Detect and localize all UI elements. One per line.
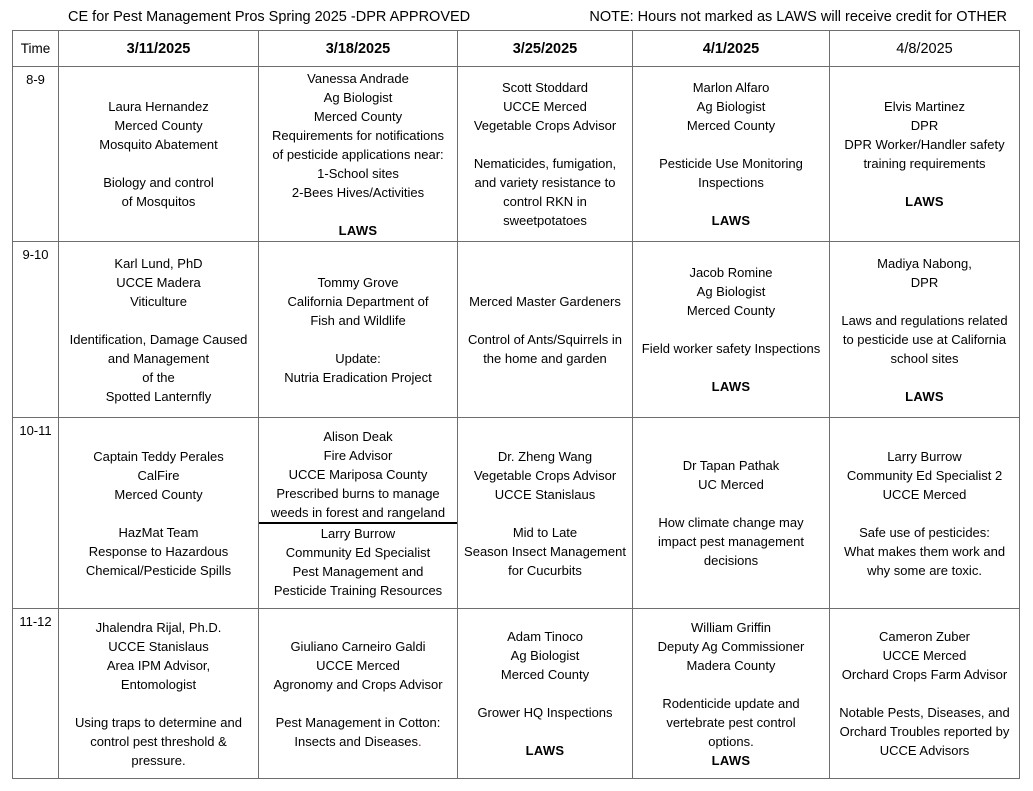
cell-line: UCCE Merced	[882, 648, 967, 663]
cell-line: the home and garden	[483, 350, 607, 366]
time-cell: 8-9	[13, 67, 59, 242]
cell-line: Scott Stoddard	[502, 80, 588, 95]
cell-line: Inspections	[698, 175, 764, 190]
schedule-cell	[259, 418, 458, 609]
cell-line: DPR Worker/Handler safety	[844, 137, 1005, 152]
red-period: .	[417, 733, 422, 749]
cell-line: LAWS	[525, 743, 565, 758]
date-header: 3/18/2025	[259, 31, 458, 67]
cell-line: control pest threshold &	[90, 733, 227, 749]
cell-line: Merced County	[686, 303, 776, 318]
cell-line: UCCE Merced	[503, 99, 587, 114]
cell-line: LAWS	[905, 194, 944, 209]
cell-line	[259, 694, 457, 713]
cell-line: Orchard Crops Farm Advisor	[841, 667, 1008, 682]
cell-line: How climate change may	[658, 515, 804, 530]
cell-line: school sites	[890, 350, 959, 366]
cell-line: Update:	[335, 350, 381, 366]
cell-line: Community Ed Specialist 2	[846, 467, 1003, 483]
cell-line: California Department of	[287, 293, 429, 309]
cell-line: why some are toxic.	[867, 562, 982, 578]
cell-line: William Griffin	[691, 619, 771, 635]
cell-line: LAWS	[338, 222, 378, 238]
schedule-cell	[59, 67, 259, 242]
cell-line: Elvis Martinez	[884, 99, 965, 114]
cell-line: Mid to Late	[512, 524, 578, 540]
cell-line: Nematicides, fumigation,	[473, 156, 617, 171]
cell-line	[458, 722, 632, 741]
cell-line: Pesticide Use Monitoring	[659, 156, 803, 171]
laws-note: NOTE: Hours not marked as LAWS will receive credit for OTHER	[589, 9, 1007, 25]
cell-line: Merced County	[313, 108, 403, 124]
cell-line: Merced County	[114, 118, 203, 133]
schedule-cell	[59, 418, 259, 609]
cell-line: UCCE Merced	[316, 657, 400, 673]
cell-line: UCCE Madera	[116, 274, 201, 290]
cell-line: Field worker safety Inspections	[641, 341, 821, 356]
cell-line: UCCE Merced	[882, 486, 967, 502]
cell-line: Notable Pests, Diseases, and	[839, 705, 1010, 720]
cell-line	[633, 192, 829, 211]
cell-line: Community Ed Specialist	[285, 544, 431, 560]
time-cell: 11-12	[13, 609, 59, 779]
cell-line: Season Insect Management	[464, 543, 626, 559]
cell-line-with-divider: weeds in forest and rangeland	[259, 503, 457, 524]
cell-line: CalFire	[137, 467, 180, 483]
cell-line: training requirements	[863, 156, 986, 171]
cell-line	[458, 504, 632, 523]
time-cell: 9-10	[13, 242, 59, 418]
cell-line: pressure.	[131, 752, 186, 768]
cell-line: Viticulture	[130, 293, 187, 309]
cell-line: decisions	[703, 553, 759, 568]
cell-line: Vegetable Crops Advisor	[473, 467, 617, 483]
cell-line: Merced Master Gardeners	[469, 293, 621, 309]
cell-line: Fish and Wildlife	[310, 312, 406, 328]
cell-line	[633, 135, 829, 154]
cell-line: and variety resistance to	[474, 175, 616, 190]
cell-line: Cameron Zuber	[878, 629, 971, 644]
cell-line: Pesticide Training Resources	[273, 582, 443, 598]
cell-line: Ag Biologist	[696, 99, 766, 114]
cell-line: Tommy Grove	[317, 274, 399, 290]
table-row	[13, 609, 1020, 779]
cell-line: UCCE Mariposa County	[288, 466, 428, 482]
cell-line: Safe use of pesticides:	[859, 524, 990, 540]
cell-line: Nutria Eradication Project	[284, 369, 432, 385]
cell-line: Ag Biologist	[323, 89, 393, 105]
schedule-cell	[633, 418, 830, 609]
schedule-cell	[633, 609, 830, 779]
cell-line: Chemical/Pesticide Spills	[85, 562, 232, 578]
cell-line: Deputy Ag Commissioner	[657, 638, 805, 654]
cell-line: Orchard Troubles reported by	[839, 724, 1010, 739]
cell-line	[59, 504, 258, 523]
cell-line: of pesticide applications near:	[272, 146, 444, 162]
cell-line: Identification, Damage Caused	[69, 331, 248, 347]
cell-line	[259, 202, 457, 221]
cell-line: UCCE Advisors	[879, 743, 970, 758]
schedule-cell	[633, 67, 830, 242]
cell-line: vertebrate pest control	[666, 714, 796, 730]
time-cell: 10-11	[13, 418, 59, 609]
cell-line: Giuliano Carneiro Galdi	[290, 638, 426, 654]
page-title: CE for Pest Management Pros Spring 2025 -DPR APPROVED	[68, 9, 471, 25]
cell-line	[633, 358, 829, 377]
cell-line	[830, 684, 1019, 703]
schedule-cell	[259, 242, 458, 418]
cell-line: Larry Burrow	[887, 448, 962, 464]
cell-line: Vanessa Andrade	[307, 70, 409, 86]
cell-line: Madiya Nabong,	[877, 255, 972, 271]
cell-line	[830, 292, 1019, 311]
cell-line: of Mosquitos	[121, 194, 196, 209]
cell-line: Mosquito Abatement	[99, 137, 218, 152]
cell-line: Area IPM Advisor,	[106, 657, 211, 673]
header-row	[13, 31, 1020, 67]
cell-line: Karl Lund, PhD	[114, 255, 203, 271]
cell-line	[59, 154, 258, 173]
schedule-cell	[458, 242, 633, 418]
cell-line	[259, 330, 457, 349]
cell-line	[458, 135, 632, 154]
cell-line: Marlon Alfaro	[692, 80, 770, 95]
cell-line: DPR	[910, 274, 939, 290]
cell-line: Rodenticide update and	[662, 695, 800, 711]
date-header: 3/25/2025	[458, 31, 633, 67]
cell-line: What makes them work and	[843, 543, 1006, 559]
schedule-table	[12, 30, 1020, 779]
cell-line: Requirements for notifications	[272, 127, 444, 143]
cell-line: Agronomy and Crops Advisor	[273, 676, 443, 692]
cell-line: options.	[708, 733, 754, 749]
cell-line: Entomologist	[120, 676, 197, 692]
cell-line	[458, 311, 632, 330]
schedule-cell	[458, 418, 633, 609]
cell-line: Fire Advisor	[323, 447, 393, 463]
cell-line: Spotted Lanternfly	[105, 388, 212, 404]
schedule-cell	[830, 67, 1020, 242]
cell-line: Grower HQ Inspections	[477, 705, 613, 720]
cell-line: Adam Tinoco	[507, 629, 583, 644]
cell-line: Response to Hazardous	[88, 543, 229, 559]
cell-line: Using traps to determine and	[75, 714, 242, 730]
cell-line: Jacob Romine	[689, 265, 773, 280]
schedule-cell	[633, 242, 830, 418]
cell-line: control RKN in	[503, 194, 587, 209]
date-header: 4/8/2025	[830, 31, 1020, 67]
cell-line: LAWS	[711, 752, 751, 768]
table-row	[13, 67, 1020, 242]
cell-line: sweetpotatoes	[503, 213, 587, 228]
table-row	[13, 242, 1020, 418]
cell-line: Madera County	[686, 657, 776, 673]
schedule-cell	[830, 418, 1020, 609]
cell-line: Jhalendra Rijal, Ph.D.	[95, 619, 222, 635]
cell-line: for Cucurbits	[508, 562, 582, 578]
cell-line: and Management	[107, 350, 210, 366]
cell-line: Insects and Diseases.	[294, 733, 422, 749]
schedule-cell	[259, 67, 458, 242]
schedule-cell	[458, 609, 633, 779]
cell-line: Alison Deak	[323, 428, 393, 444]
cell-line: Dr. Zheng Wang	[497, 448, 593, 464]
cell-line: HazMat Team	[118, 524, 199, 540]
cell-line	[59, 694, 258, 713]
cell-line: Biology and control	[103, 175, 214, 190]
cell-line: 2-Bees Hives/Activities	[291, 184, 425, 200]
cell-line: Captain Teddy Perales	[93, 448, 224, 464]
cell-line	[59, 311, 258, 330]
page-header	[0, 0, 1033, 30]
cell-line	[830, 504, 1019, 523]
schedule-cell	[830, 242, 1020, 418]
cell-line	[633, 675, 829, 694]
cell-line: of the	[142, 369, 175, 385]
cell-line: Merced County	[686, 118, 776, 133]
cell-line: to pesticide use at California	[842, 331, 1007, 347]
cell-line	[633, 494, 829, 513]
date-header: 3/11/2025	[59, 31, 259, 67]
schedule-cell	[830, 609, 1020, 779]
cell-line: Merced County	[500, 667, 590, 682]
cell-line: Ag Biologist	[696, 284, 766, 299]
cell-line: UCCE Stanislaus	[108, 638, 209, 654]
cell-line: UCCE Stanislaus	[494, 486, 596, 502]
cell-line: Merced County	[114, 486, 203, 502]
cell-line: Laura Hernandez	[108, 99, 209, 114]
cell-line: Prescribed burns to manage	[276, 485, 440, 501]
cell-line: Ag Biologist	[510, 648, 580, 663]
cell-line: LAWS	[905, 388, 944, 404]
schedule-cell	[59, 242, 259, 418]
cell-line: Pest Management and	[292, 563, 424, 579]
schedule-cell	[458, 67, 633, 242]
schedule-cell	[59, 609, 259, 779]
date-header: 4/1/2025	[633, 31, 830, 67]
time-header: Time	[13, 31, 59, 67]
cell-line: Control of Ants/Squirrels in	[468, 331, 622, 347]
cell-line	[458, 684, 632, 703]
cell-line: LAWS	[711, 213, 751, 228]
cell-line	[830, 368, 1019, 387]
cell-line: LAWS	[711, 379, 751, 394]
cell-line: impact pest management	[658, 534, 804, 549]
cell-line: DPR	[910, 118, 939, 133]
cell-line: Vegetable Crops Advisor	[473, 118, 617, 133]
cell-line: Larry Burrow	[320, 525, 396, 541]
cell-line: 1-School sites	[317, 165, 399, 181]
cell-line: Dr Tapan Pathak	[682, 458, 780, 473]
cell-line: Laws and regulations related	[841, 312, 1008, 328]
table-row	[13, 418, 1020, 609]
cell-line	[830, 173, 1019, 192]
schedule-cell	[259, 609, 458, 779]
cell-line: Pest Management in Cotton:	[275, 714, 441, 730]
cell-line: UC Merced	[698, 477, 764, 492]
cell-line	[633, 320, 829, 339]
